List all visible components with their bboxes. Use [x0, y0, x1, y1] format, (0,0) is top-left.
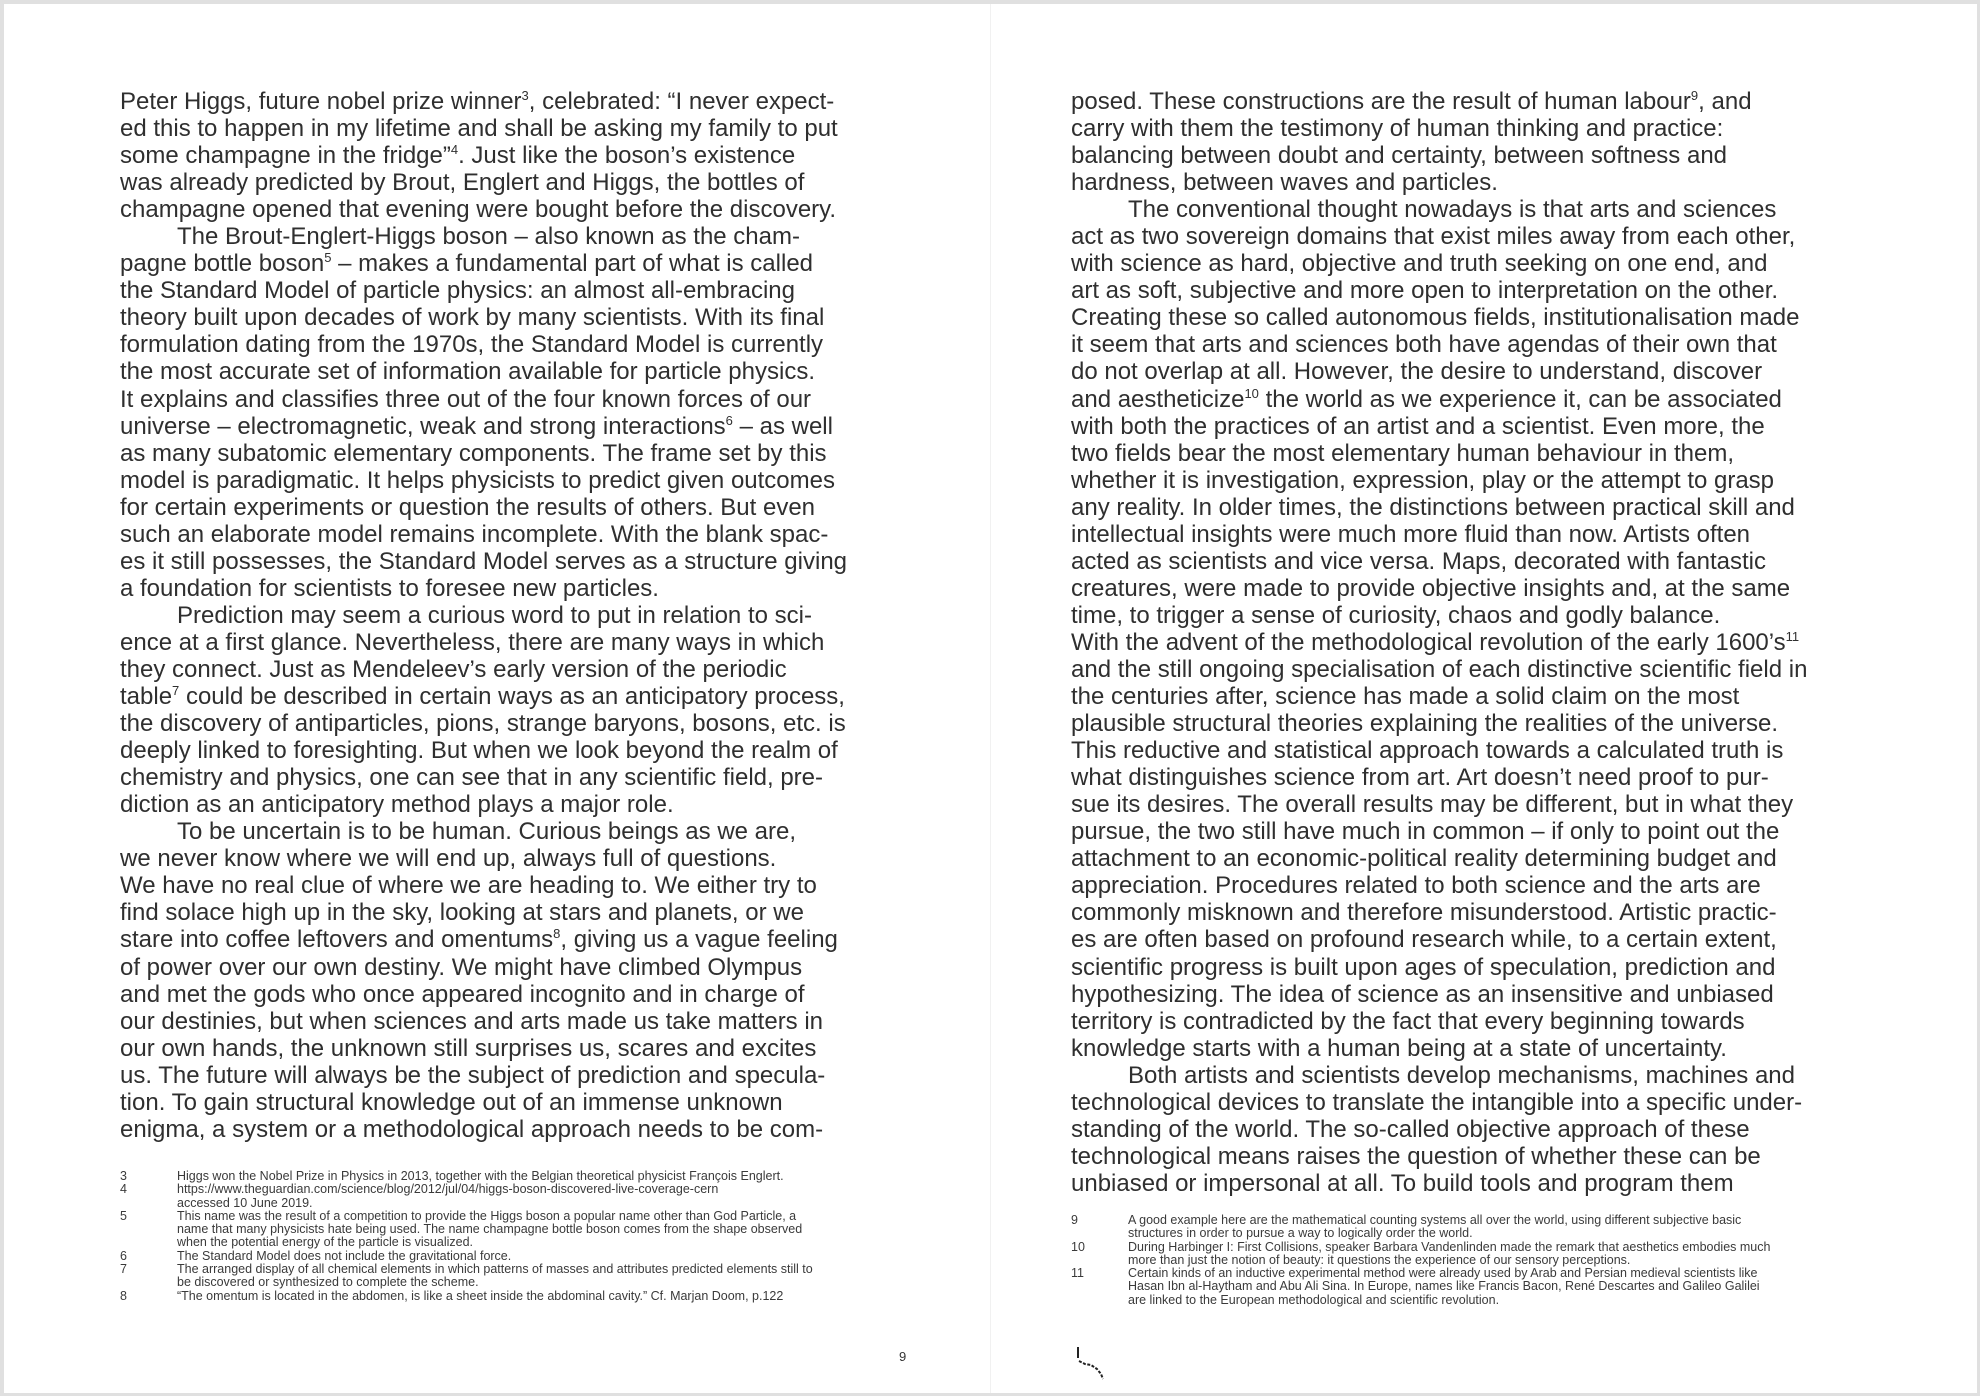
- text-line: [120, 818, 920, 845]
- footnote-line: [1071, 1241, 1871, 1254]
- text-run: hardness, between waves and particles.: [1071, 169, 1498, 197]
- text-run: table: [120, 683, 173, 711]
- text-line: [120, 710, 920, 737]
- text-run: standing of the world. The so-called objective approach of these: [1071, 1115, 1750, 1143]
- text-line: [1071, 304, 1871, 331]
- text-run: and aestheticize: [1071, 385, 1245, 413]
- text-line: [120, 494, 920, 521]
- footnote-line: [120, 1183, 920, 1196]
- text-run: our destinies, but when sciences and arts made us take matters in: [120, 1007, 824, 1035]
- text-line: [1071, 169, 1871, 196]
- footnote-reference: 9: [1690, 88, 1699, 103]
- text-run: With the advent of the methodological revolution of the early 1600’s: [1071, 628, 1786, 656]
- text-line: [120, 304, 920, 331]
- text-line: [1071, 250, 1871, 277]
- text-run: pagne bottle boson: [120, 250, 325, 278]
- text-line: [1071, 548, 1871, 575]
- footnote-text: Certain kinds of an inductive experimental method were already used by Arab and Persian medieval scientists like: [1128, 1266, 1758, 1281]
- text-line: [1071, 629, 1871, 656]
- paragraph: [1071, 196, 1871, 629]
- text-line: [120, 1062, 920, 1089]
- text-run: as many subatomic elementary components. The frame set by this: [120, 439, 827, 467]
- text-run: unbiased or impersonal at all. To build tools and program them: [1071, 1169, 1734, 1197]
- page-gutter-divider: [990, 4, 991, 1393]
- footnote-text: This name was the result of a competition to provide the Higgs boson a popular name other than God Particle, a: [177, 1208, 797, 1223]
- text-line: [120, 602, 920, 629]
- text-line: [120, 331, 920, 358]
- text-line: [120, 629, 920, 656]
- footnote-text: “The omentum is located in the abdomen, is like a sheet inside the abdominal cavity.” Cf. Marjan Doom, p.122: [177, 1288, 784, 1303]
- book-spread: [4, 4, 1977, 1393]
- paragraph: [120, 602, 920, 818]
- text-run: could be described in certain ways as an anticipatory process,: [179, 683, 845, 711]
- text-run: they connect. Just as Mendeleev’s early version of the periodic: [120, 655, 787, 683]
- footnote-text: The arranged display of all chemical elements in which patterns of masses and attributes predicted elements still to: [177, 1262, 813, 1277]
- text-run: carry with them the testimony of human thinking and practice:: [1071, 115, 1724, 143]
- text-run: the discovery of antiparticles, pions, strange baryons, bosons, etc. is: [120, 710, 846, 738]
- footnote-line: [120, 1223, 920, 1236]
- footnote-number: [120, 1236, 177, 1249]
- footnote-text: when the potential energy of the particle is visualized.: [177, 1235, 474, 1250]
- text-run: the world as we experience it, can be associated: [1258, 385, 1782, 413]
- footnote-reference: 5: [324, 250, 332, 266]
- text-line: [120, 954, 920, 981]
- text-line: [120, 358, 920, 385]
- footnote-reference: 7: [172, 683, 180, 699]
- footnote-line: [1071, 1294, 1871, 1307]
- text-run: Prediction may seem a curious word to put in relation to sci-: [177, 601, 812, 629]
- text-line: [120, 791, 920, 818]
- text-run: it seem that arts and sciences both have agendas of their own that: [1071, 331, 1777, 359]
- footnote-number: [1071, 1294, 1128, 1307]
- text-line: [1071, 1008, 1871, 1035]
- footnote-number: [1071, 1227, 1128, 1240]
- left-page-body-text: [120, 88, 920, 1143]
- footnote-reference: 10: [1244, 385, 1259, 401]
- text-line: [1071, 845, 1871, 872]
- text-run: scientific progress is built upon ages of speculation, prediction and: [1071, 953, 1776, 981]
- text-line: [1071, 386, 1871, 413]
- text-line: [1071, 926, 1871, 953]
- footnote-line: [120, 1276, 920, 1289]
- footnote-text: more than just the notion of beauty: it questions the experience of our sensory perceptions.: [1128, 1252, 1631, 1267]
- text-run: appreciation. Procedures related to both science and the arts are: [1071, 872, 1761, 900]
- text-run: creatures, were made to provide objective insights and, at the same: [1071, 574, 1791, 602]
- text-run: attachment to an economic-political reality determining budget and: [1071, 845, 1777, 873]
- text-run: a foundation for scientists to foresee new particles.: [120, 574, 659, 602]
- text-line: [1071, 88, 1871, 115]
- text-run: enigma, a system or a methodological approach needs to be com-: [120, 1115, 824, 1143]
- text-run: The conventional thought nowadays is that arts and sciences: [1128, 196, 1777, 224]
- text-line: [1071, 899, 1871, 926]
- text-run: intellectual insights were much more fluid than now. Artists often: [1071, 520, 1751, 548]
- text-run: chemistry and physics, one can see that in any scientific field, pre-: [120, 764, 824, 792]
- text-line: [1071, 521, 1871, 548]
- footnote-text: accessed 10 June 2019.: [177, 1195, 313, 1210]
- footnote-reference: 3: [521, 88, 529, 103]
- text-line: [1071, 1170, 1871, 1197]
- text-line: [1071, 440, 1871, 467]
- text-line: [120, 413, 920, 440]
- right-page-footnotes: [1071, 1214, 1871, 1307]
- text-run: with both the practices of an artist and a scientist. Even more, the: [1071, 412, 1765, 440]
- text-run: The Brout-Englert-Higgs boson – also known as the cham-: [177, 223, 800, 251]
- text-line: [1071, 115, 1871, 142]
- text-run: – makes a fundamental part of what is called: [331, 250, 814, 278]
- footnote-line: [1071, 1214, 1871, 1227]
- text-run: do not overlap at all. However, the desire to understand, discover: [1071, 358, 1763, 386]
- text-line: [1071, 737, 1871, 764]
- text-run: commonly misknown and therefore misunderstood. Artistic practic-: [1071, 899, 1777, 927]
- text-line: [120, 115, 920, 142]
- text-line: [1071, 494, 1871, 521]
- footnote-number: 7: [120, 1262, 127, 1277]
- text-run: tion. To gain structural knowledge out of an immense unknown: [120, 1088, 783, 1116]
- text-run: of power over our own destiny. We might have climbed Olympus: [120, 953, 803, 981]
- text-run: technological means raises the question of whether these can be: [1071, 1142, 1761, 1170]
- footnote-number: 9: [1071, 1213, 1078, 1227]
- text-line: [120, 737, 920, 764]
- text-run: hypothesizing. The idea of science as an insensitive and unbiased: [1071, 980, 1774, 1008]
- text-run: stare into coffee leftovers and omentums: [120, 926, 554, 954]
- footnote-text: be discovered or synthesized to complete the scheme.: [177, 1275, 479, 1290]
- footnote-line: [120, 1236, 920, 1249]
- footnote-line: [120, 1197, 920, 1210]
- paragraph: [120, 223, 920, 602]
- footnote-line: [120, 1263, 920, 1276]
- text-run: us. The future will always be the subject of prediction and specula-: [120, 1061, 826, 1089]
- footnote-number: [1071, 1280, 1128, 1293]
- text-run: some champagne in the fridge”: [120, 142, 451, 170]
- footnote-number: [120, 1223, 177, 1236]
- footnote-line: [120, 1250, 920, 1263]
- text-run: knowledge starts with a human being at a state of uncertainty.: [1071, 1034, 1727, 1062]
- text-line: [120, 250, 920, 277]
- text-line: [120, 548, 920, 575]
- text-run: art as soft, subjective and more open to interpretation on the other.: [1071, 277, 1779, 305]
- text-line: [1071, 683, 1871, 710]
- text-line: [120, 1089, 920, 1116]
- text-line: [120, 223, 920, 250]
- text-run: act as two sovereign domains that exist miles away from each other,: [1071, 223, 1796, 251]
- paragraph: [1071, 1062, 1871, 1197]
- text-line: [120, 1035, 920, 1062]
- footnote-line: [120, 1210, 920, 1223]
- text-run: , giving us a vague feeling: [560, 926, 838, 954]
- text-line: [1071, 575, 1871, 602]
- text-run: To be uncertain is to be human. Curious beings as we are,: [177, 818, 797, 846]
- text-run: posed. These constructions are the result of human labour: [1071, 88, 1691, 115]
- text-run: pursue, the two still have much in common – if only to point out the: [1071, 818, 1780, 846]
- footnote-number: 3: [120, 1169, 127, 1183]
- footnote-reference: 11: [1785, 628, 1800, 644]
- text-line: [120, 88, 920, 115]
- text-run: our own hands, the unknown still surprises us, scares and excites: [120, 1034, 817, 1062]
- footnote-number: [120, 1197, 177, 1210]
- text-run: diction as an anticipatory method plays a major role.: [120, 791, 674, 819]
- text-run: . Just like the boson’s existence: [458, 142, 796, 170]
- text-run: ed this to happen in my lifetime and shall be asking my family to put: [120, 115, 838, 143]
- footnote-text: are linked to the European methodological and scientific revolution.: [1128, 1292, 1500, 1307]
- text-run: formulation dating from the 1970s, the Standard Model is currently: [120, 331, 824, 359]
- text-line: [120, 656, 920, 683]
- paragraph: [1071, 629, 1871, 1062]
- text-run: We have no real clue of where we are heading to. We either try to: [120, 872, 817, 900]
- text-run: Creating these so called autonomous fields, institutionalisation made: [1071, 304, 1800, 332]
- text-run: and the still ongoing specialisation of each distinctive scientific field in: [1071, 655, 1808, 683]
- text-line: [1071, 413, 1871, 440]
- footnote-text: Hasan Ibn al-Haytham and Abu Ali Sina. In Europe, names like Francis Bacon, René Descartes and Galileo Galilei: [1128, 1279, 1760, 1294]
- paragraph: [1071, 88, 1871, 196]
- footnote-number: 5: [120, 1208, 127, 1223]
- text-run: for certain experiments or question the results of others. But even: [120, 493, 816, 521]
- paragraph: [120, 818, 920, 1143]
- text-run: two fields bear the most elementary human behaviour in them,: [1071, 439, 1735, 467]
- page-number: 9: [899, 1349, 907, 1364]
- text-run: , celebrated: “I never expect-: [528, 88, 835, 115]
- text-run: balancing between doubt and certainty, between softness and: [1071, 142, 1728, 170]
- text-line: [120, 142, 920, 169]
- footnote-number: [1071, 1254, 1128, 1267]
- text-line: [1071, 467, 1871, 494]
- footnote-text: name that many physicists hate being used. The name champagne bottle boson comes from the shape observed: [177, 1222, 803, 1237]
- footnote-line: [120, 1290, 920, 1303]
- text-line: [1071, 223, 1871, 250]
- text-run: sue its desires. The overall results may be different, but in what they: [1071, 791, 1794, 819]
- text-run: theory built upon decades of work by many scientists. With its final: [120, 304, 825, 332]
- text-run: time, to trigger a sense of curiosity, chaos and godly balance.: [1071, 601, 1721, 629]
- text-line: [120, 899, 920, 926]
- footnote-text: Higgs won the Nobel Prize in Physics in 2013, together with the Belgian theoretical physicist François Englert.: [177, 1169, 784, 1183]
- text-run: find solace high up in the sky, looking at stars and planets, or we: [120, 899, 804, 927]
- text-line: [1071, 1035, 1871, 1062]
- text-line: [120, 169, 920, 196]
- text-line: [120, 872, 920, 899]
- text-line: [120, 521, 920, 548]
- footnote-text: During Harbinger I: First Collisions, speaker Barbara Vandenlinden made the remark that aesthetics embodies much: [1128, 1239, 1771, 1254]
- footnote-text: The Standard Model does not include the gravitational force.: [177, 1248, 512, 1263]
- text-run: any reality. In older times, the distinctions between practical skill and: [1071, 493, 1795, 521]
- text-line: [120, 575, 920, 602]
- text-run: , and: [1698, 88, 1752, 115]
- text-run: technological devices to translate the intangible into a specific under-: [1071, 1088, 1803, 1116]
- text-run: we never know where we will end up, always full of questions.: [120, 845, 777, 873]
- footnote-number: 10: [1071, 1239, 1085, 1254]
- footnote-reference: 6: [725, 412, 733, 428]
- text-line: [1071, 142, 1871, 169]
- text-run: and met the gods who once appeared incognito and in charge of: [120, 980, 805, 1008]
- text-run: the most accurate set of information available for particle physics.: [120, 358, 815, 386]
- text-line: [120, 1116, 920, 1143]
- text-line: [1071, 872, 1871, 899]
- text-run: what distinguishes science from art. Art doesn’t need proof to pur-: [1071, 764, 1769, 792]
- text-line: [1071, 277, 1871, 304]
- text-run: such an elaborate model remains incomplete. With the blank spac-: [120, 520, 829, 548]
- text-run: plausible structural theories explaining the realities of the universe.: [1071, 710, 1779, 738]
- text-line: [1071, 710, 1871, 737]
- text-run: was already predicted by Brout, Englert and Higgs, the bottles of: [120, 169, 805, 197]
- left-page-footnotes: [120, 1170, 920, 1303]
- text-line: [1071, 1089, 1871, 1116]
- footnote-text: structures in order to pursue a way to logically order the world.: [1128, 1226, 1473, 1241]
- text-line: [1071, 791, 1871, 818]
- text-run: es it still possesses, the Standard Model serves as a structure giving: [120, 547, 848, 575]
- text-line: [1071, 656, 1871, 683]
- text-line: [1071, 764, 1871, 791]
- text-line: [1071, 1116, 1871, 1143]
- footnote-number: [120, 1276, 177, 1289]
- text-run: the centuries after, science has made a solid claim on the most: [1071, 683, 1740, 711]
- text-line: [120, 467, 920, 494]
- page-corner-mark-icon: [1070, 1341, 1110, 1385]
- footnote-text: https://www.theguardian.com/science/blog/2012/jul/04/higgs-boson-discovered-live-coverage-cern: [177, 1182, 719, 1197]
- text-line: [1071, 196, 1871, 223]
- text-run: Peter Higgs, future nobel prize winner: [120, 88, 522, 115]
- text-run: champagne opened that evening were bought before the discovery.: [120, 196, 837, 224]
- text-run: the Standard Model of particle physics: an almost all-embracing: [120, 277, 795, 305]
- text-run: acted as scientists and vice versa. Maps, decorated with fantastic: [1071, 547, 1767, 575]
- footnote-line: [1071, 1280, 1871, 1293]
- text-run: model is paradigmatic. It helps physicists to predict given outcomes: [120, 466, 835, 494]
- text-run: es are often based on profound research while, to a certain extent,: [1071, 926, 1777, 954]
- text-line: [120, 386, 920, 413]
- footnote-number: 6: [120, 1248, 127, 1263]
- footnote-number: 4: [120, 1182, 127, 1197]
- text-line: [1071, 981, 1871, 1008]
- text-line: [1071, 1062, 1871, 1089]
- text-run: territory is contradicted by the fact that every beginning towards: [1071, 1007, 1745, 1035]
- text-run: It explains and classifies three out of the four known forces of our: [120, 385, 812, 413]
- text-line: [120, 764, 920, 791]
- text-line: [1071, 954, 1871, 981]
- text-line: [1071, 358, 1871, 385]
- text-run: Both artists and scientists develop mechanisms, machines and: [1128, 1061, 1795, 1089]
- footnote-number: 8: [120, 1288, 127, 1303]
- text-line: [120, 440, 920, 467]
- text-run: – as well: [732, 412, 833, 440]
- footnote-line: [1071, 1267, 1871, 1280]
- text-run: whether it is investigation, expression, play or the attempt to grasp: [1071, 466, 1775, 494]
- text-run: This reductive and statistical approach towards a calculated truth is: [1071, 737, 1784, 765]
- text-run: ence at a first glance. Nevertheless, there are many ways in which: [120, 628, 825, 656]
- footnote-text: A good example here are the mathematical counting systems all over the world, using different subjective basic: [1128, 1213, 1742, 1227]
- text-line: [120, 1008, 920, 1035]
- footnote-line: [120, 1170, 920, 1183]
- text-line: [1071, 331, 1871, 358]
- text-run: with science as hard, objective and truth seeking on one end, and: [1071, 250, 1768, 278]
- footnote-reference: 4: [450, 142, 459, 158]
- paragraph: [120, 88, 920, 223]
- text-line: [120, 845, 920, 872]
- text-run: universe – electromagnetic, weak and strong interactions: [120, 412, 726, 440]
- right-page-body-text: [1071, 88, 1871, 1197]
- text-line: [120, 196, 920, 223]
- text-line: [1071, 1143, 1871, 1170]
- footnote-number: 11: [1071, 1266, 1084, 1281]
- text-line: [120, 683, 920, 710]
- text-run: deeply linked to foresighting. But when we look beyond the realm of: [120, 737, 838, 765]
- text-line: [120, 981, 920, 1008]
- footnote-line: [1071, 1227, 1871, 1240]
- text-line: [1071, 602, 1871, 629]
- text-line: [120, 926, 920, 953]
- text-line: [1071, 818, 1871, 845]
- text-line: [120, 277, 920, 304]
- footnote-reference: 8: [553, 926, 561, 942]
- footnote-line: [1071, 1254, 1871, 1267]
